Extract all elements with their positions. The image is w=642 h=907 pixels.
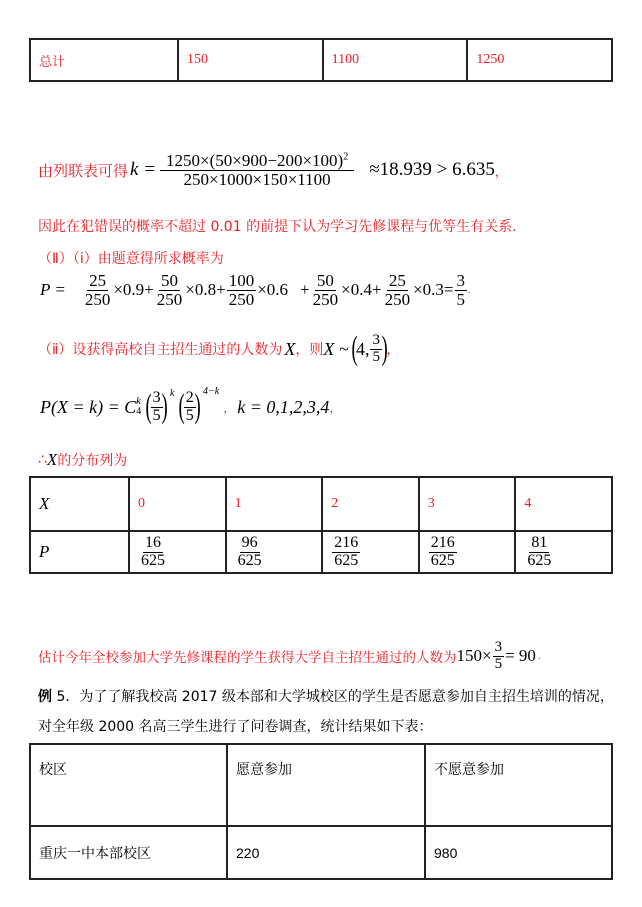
header-cell: 不愿意参加 bbox=[425, 744, 612, 826]
estimate-fraction bbox=[493, 640, 505, 673]
survey-table bbox=[29, 743, 613, 880]
table-row bbox=[30, 39, 612, 81]
numerator: 96 bbox=[241, 533, 258, 551]
numerator: 25 bbox=[388, 271, 406, 290]
p-value bbox=[332, 535, 360, 570]
left-paren: ( bbox=[351, 330, 358, 367]
pmf-formula bbox=[40, 386, 342, 426]
distribution-intro bbox=[38, 450, 127, 470]
probability-sum bbox=[40, 272, 471, 309]
comb-sub: 4 bbox=[136, 406, 142, 418]
x-value: 3 bbox=[419, 477, 516, 531]
multiplier: ×0.6 bbox=[257, 280, 289, 300]
x-value: 4 bbox=[515, 477, 612, 531]
denominator: 625 bbox=[237, 551, 262, 569]
exponent: 4−k bbox=[203, 386, 220, 397]
contingency-total-table bbox=[29, 38, 613, 82]
operator: + bbox=[216, 280, 226, 300]
header-cell: 校区 bbox=[30, 744, 227, 826]
numerator: 3 bbox=[456, 271, 465, 290]
p-value bbox=[525, 535, 553, 570]
chi-numerator: 1250×(50×900−200×100) bbox=[166, 151, 344, 170]
comb-sup: k bbox=[136, 396, 141, 408]
table-row bbox=[30, 826, 612, 879]
p-value bbox=[236, 535, 264, 570]
punctuation: ， bbox=[386, 342, 401, 358]
punctuation: . bbox=[468, 284, 471, 296]
numerator: 3 bbox=[152, 389, 161, 406]
variable-x: X bbox=[46, 450, 58, 469]
table-row bbox=[30, 477, 612, 531]
example5-line1 bbox=[38, 686, 614, 706]
part2-ii-line bbox=[38, 332, 400, 366]
campus-cell: 重庆一中本部校区 bbox=[30, 826, 227, 879]
fraction bbox=[227, 272, 257, 309]
numerator: 216 bbox=[334, 533, 359, 551]
total-cell: 1250 bbox=[467, 39, 612, 81]
chi-intro: 由列联表可得 bbox=[38, 161, 129, 180]
example-label: 例 bbox=[38, 689, 52, 705]
fraction bbox=[311, 272, 341, 309]
chi-fraction bbox=[160, 152, 354, 189]
fraction bbox=[383, 272, 413, 309]
punctuation: . bbox=[537, 650, 541, 662]
numerator: 81 bbox=[531, 533, 548, 551]
denominator: 250 bbox=[384, 289, 411, 309]
distribution-table bbox=[29, 476, 613, 574]
numerator: 216 bbox=[430, 533, 455, 551]
denominator: 5 bbox=[152, 406, 161, 424]
estimate-expr-pre: 150× bbox=[456, 646, 492, 666]
multiplier: ×0.8 bbox=[185, 280, 217, 300]
result-fraction bbox=[455, 272, 468, 309]
numerator: 25 bbox=[89, 271, 107, 290]
param-n: 4, bbox=[355, 338, 370, 359]
right-paren: ) bbox=[161, 388, 168, 426]
denominator: 5 bbox=[372, 348, 380, 365]
x-label: X bbox=[30, 477, 129, 531]
denominator: 250 bbox=[228, 289, 255, 309]
right-paren: ) bbox=[194, 388, 201, 426]
numerator: 50 bbox=[161, 271, 178, 290]
denominator: 5 bbox=[185, 406, 194, 424]
distribution-intro-text: 的分布列为 bbox=[57, 453, 128, 469]
numerator: 3 bbox=[494, 639, 503, 655]
example-text-1: ．为了了解我校高 2017 级本部和大学城校区的学生是否愿意参加自主招生培训的情况， bbox=[65, 689, 614, 705]
left-paren: ( bbox=[178, 388, 186, 426]
x-value: 0 bbox=[129, 477, 226, 531]
denominator: 625 bbox=[527, 551, 552, 569]
unwilling-cell: 980 bbox=[425, 826, 612, 879]
punctuation: ， bbox=[494, 164, 508, 180]
part2-i-heading: （Ⅱ）（ⅰ）由题意得所求概率为 bbox=[38, 251, 224, 267]
left-paren: ( bbox=[145, 388, 153, 426]
denominator: 250 bbox=[312, 289, 339, 309]
numerator: 2 bbox=[185, 389, 194, 406]
denominator: 250 bbox=[84, 289, 111, 309]
chi-exponent: 2 bbox=[343, 151, 349, 163]
denominator: 5 bbox=[494, 655, 503, 672]
k-range: k = 0,1,2,3,4 bbox=[237, 396, 330, 417]
multiplier: ×0.9 bbox=[113, 280, 145, 300]
numerator: 50 bbox=[316, 271, 334, 290]
total-cell: 1100 bbox=[323, 39, 468, 81]
example-number: 5 bbox=[52, 689, 66, 705]
willing-cell: 220 bbox=[227, 826, 425, 879]
pmf-lhs: P(X = k) = C bbox=[40, 396, 137, 417]
header-cell: 愿意参加 bbox=[227, 744, 425, 826]
fraction bbox=[83, 272, 113, 309]
denominator: 625 bbox=[430, 551, 455, 569]
estimate-expr-post: = 90 bbox=[505, 646, 536, 666]
numerator: 16 bbox=[145, 533, 161, 551]
variable-x: X bbox=[284, 338, 296, 359]
total-cell: 150 bbox=[178, 39, 323, 81]
p-value bbox=[429, 535, 457, 570]
estimate-line bbox=[38, 640, 540, 673]
operator: = bbox=[443, 280, 454, 300]
punctuation: ， bbox=[223, 400, 236, 415]
estimate-text: 估计今年全校参加大学先修课程的学生获得大学自主招生通过的人数为 bbox=[38, 650, 457, 667]
then-text: ，则 bbox=[295, 342, 324, 358]
part2-ii-text: （ⅱ）设获得高校自主招生通过的人数为 bbox=[38, 342, 283, 358]
operator: + bbox=[300, 280, 310, 300]
fraction bbox=[155, 272, 185, 309]
therefore-symbol: ∴ bbox=[38, 452, 47, 468]
denominator: 625 bbox=[141, 551, 165, 569]
multiplier: ×0.3 bbox=[413, 280, 444, 300]
operator: + bbox=[371, 280, 382, 300]
exponent: k bbox=[169, 388, 175, 399]
total-label: 总计 bbox=[30, 39, 178, 81]
conclusion-text: 因此在犯错误的概率不超过 0.01 的前提下认为学习先修课程与优等生有关系. bbox=[38, 219, 517, 235]
p-value bbox=[139, 535, 167, 570]
numerator: 100 bbox=[228, 271, 255, 290]
chi-lhs: k = bbox=[130, 159, 157, 181]
table-row bbox=[30, 744, 612, 826]
x-value: 1 bbox=[226, 477, 323, 531]
operator: + bbox=[144, 280, 154, 300]
denominator: 250 bbox=[156, 289, 183, 309]
example5-line2: 对全年级 2000 名高三学生进行了问卷调查，统计结果如下表： bbox=[38, 719, 433, 735]
x-value: 2 bbox=[322, 477, 419, 531]
denominator: 625 bbox=[334, 551, 359, 569]
distribution-symbol: X ~ bbox=[323, 338, 349, 359]
p-label: P bbox=[30, 531, 129, 573]
punctuation: ， bbox=[329, 400, 342, 415]
chi-denominator: 250×1000×150×1100 bbox=[183, 169, 331, 189]
table-row bbox=[30, 531, 612, 573]
numerator: 3 bbox=[372, 331, 380, 348]
chi-result: ≈18.939 > 6.635 bbox=[369, 159, 495, 181]
multiplier: ×0.4 bbox=[341, 280, 372, 300]
param-p-fraction bbox=[370, 333, 382, 366]
right-paren: ) bbox=[381, 330, 388, 367]
denominator: 5 bbox=[456, 289, 465, 309]
chi-square-line bbox=[38, 152, 508, 189]
p-lhs: P = bbox=[40, 280, 66, 300]
